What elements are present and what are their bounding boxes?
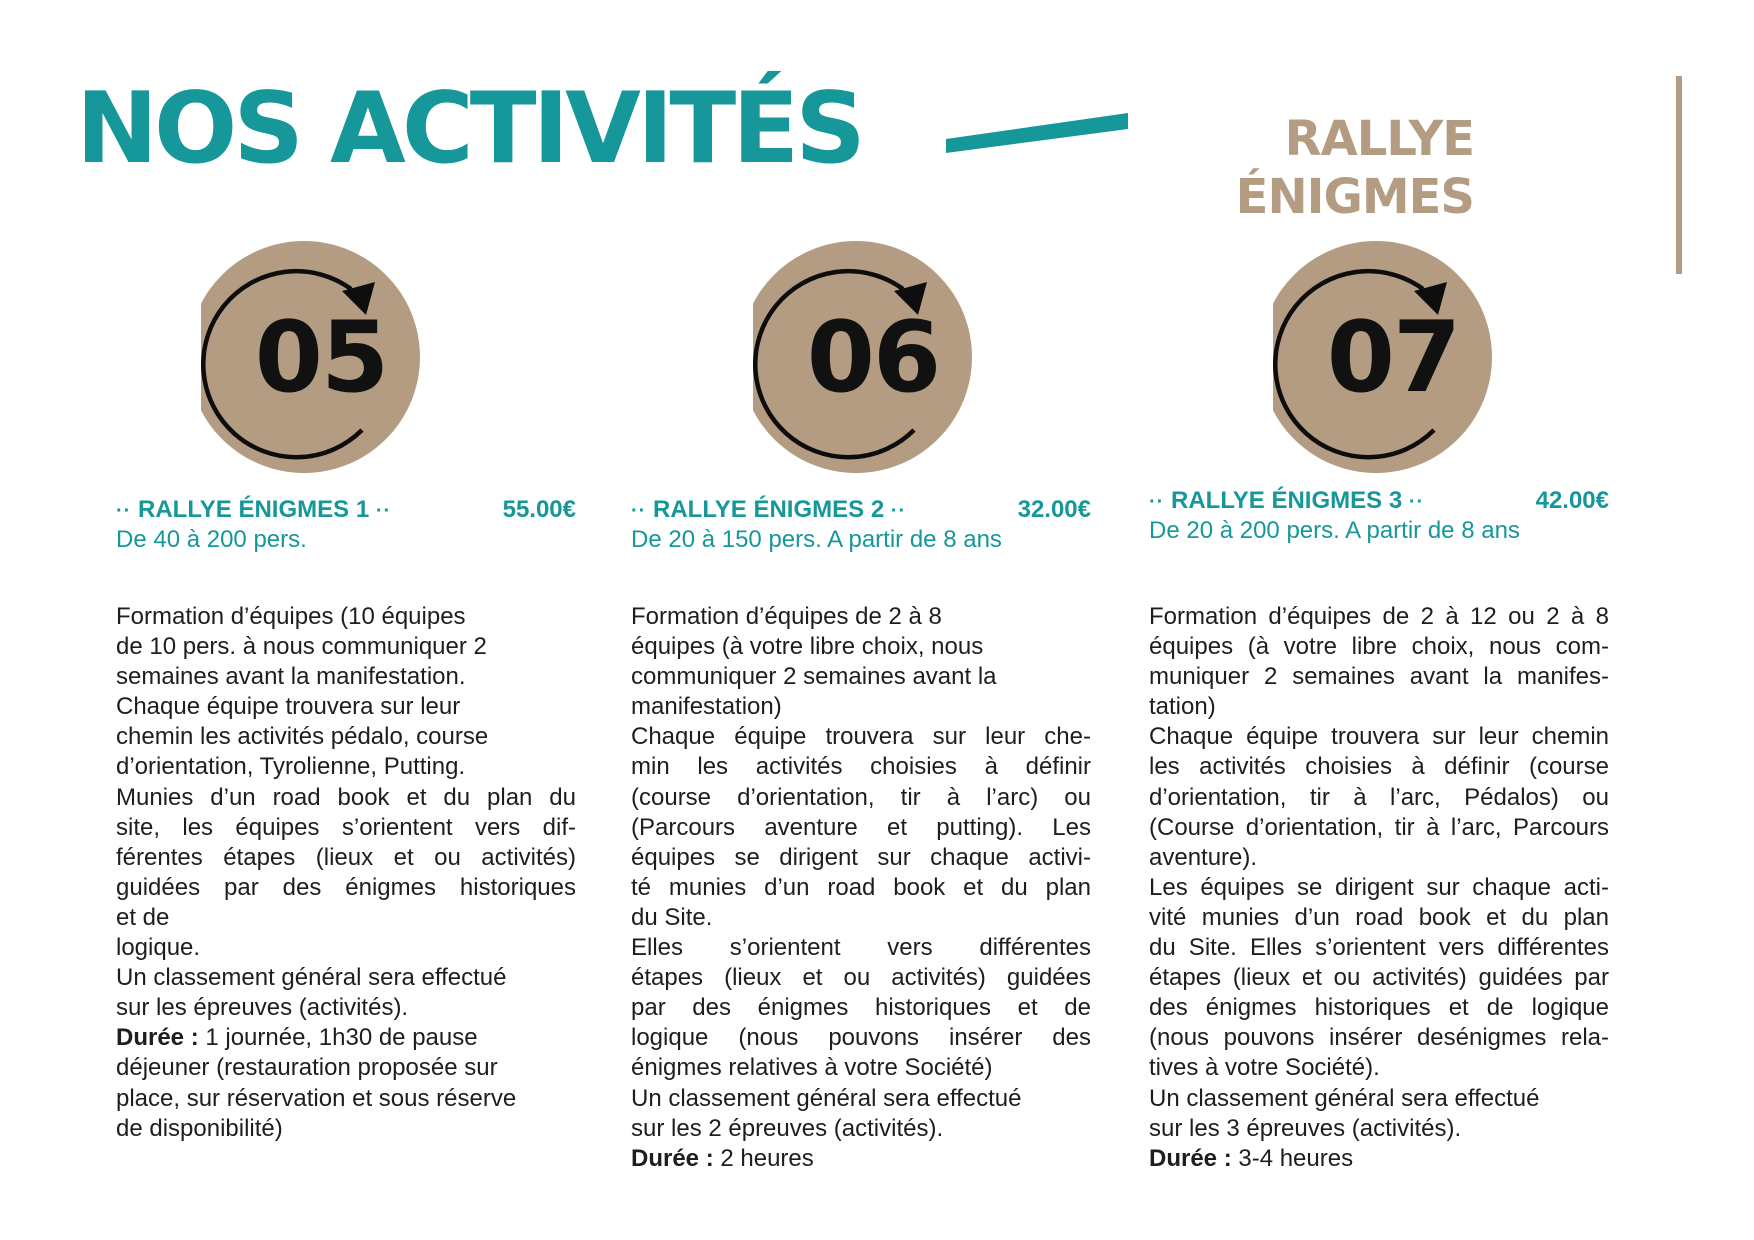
activity-number-badge (1273, 236, 1513, 476)
activity-number: 07 (1326, 301, 1460, 415)
activity-price: 42.00€ (1535, 487, 1609, 514)
title-dash (940, 95, 1135, 155)
activity-number-badge (753, 236, 993, 476)
activity-name: ·· RALLYE ÉNIGMES 3 ·· (1149, 487, 1425, 514)
activity-duration: Durée : 3-4 heures (1149, 1144, 1354, 1172)
section-tag (1236, 110, 1474, 226)
activity-description: Formation d’équipes (10 équipes de 10 pers. à nous communiquer 2 semaines avant la manifestation. Chaque équipe trouvera sur leur chemin les activités pédalo, course d’orientation, Tyrolienne, Putting. Munies d’un road book et du plan du site, les équipes s’orientent vers dif- férentes étapes (lieux et ou activités) guidées par des énigmes historiques et de logique. Un classement général sera effectué sur les épreuves (activités). Durée : 1 journée, 1h30 de pause déjeuner (restauration proposée sur place, sur réservation et sous réserve de disponibilité) (116, 603, 576, 1142)
activity-header (631, 496, 1091, 526)
activity-duration: Durée : 2 heures (631, 1144, 814, 1172)
activity-price: 32.00€ (1017, 496, 1091, 523)
section-tag-line-2: ÉNIGMES (1235, 169, 1474, 225)
activity-number: 05 (254, 301, 388, 415)
section-tag-line-1: RALLYE (1284, 111, 1474, 167)
activity-capacity: De 20 à 150 pers. A partir de 8 ans (631, 526, 1002, 553)
activity-description: Formation d’équipes de 2 à 8 équipes (à votre libre choix, nous communiquer 2 semaines avant la manifestation) Chaque équipe trouvera sur leur che- min les activités choisies à définir (course d’orientation, tir à l’arc) ou (Parcours aventure et putting). Les équipes se dirigent sur chaque activi- té munies d’un road book et du plan du Site. Elles s’orientent vers différentes étapes (lieux et ou activités) guidées par des énigmes historiques et de logique (nous pouvons insérer des énigmes relatives à votre Société) Un classement général sera effectué sur les 2 épreuves (activités). Durée : 2 heures (631, 602, 1091, 1174)
section-tag-bar (1676, 76, 1682, 274)
activity-number-badge (201, 236, 441, 476)
activity-number: 06 (806, 301, 940, 415)
activity-price: 55.00€ (502, 496, 576, 523)
activity-capacity: De 20 à 200 pers. A partir de 8 ans (1149, 517, 1520, 544)
activity-header (1149, 487, 1609, 517)
activity-header (116, 496, 576, 526)
page-title: NOS ACTIVITÉS (76, 72, 862, 186)
activity-name: ·· RALLYE ÉNIGMES 1 ·· (116, 496, 392, 523)
activity-name: ·· RALLYE ÉNIGMES 2 ·· (631, 496, 907, 523)
activity-capacity: De 40 à 200 pers. (116, 526, 307, 553)
activity-description: Formation d’équipes de 2 à 12 ou 2 à 8 équipes (à votre libre choix, nous com- muniquer 2 semaines avant la manifes- tation) Chaque équipe trouvera sur leur chemin les activités choisies à définir (course d’orientation, tir à l’arc, Pédalos) ou (Course d’orientation, tir à l’arc, Parcours aventure). Les équipes se dirigent sur chaque acti- vité munies d’un road book et du plan du Site. Elles s’orientent vers différentes étapes (lieux et ou activités) guidées par des énigmes historiques et de logique (nous pouvons insérer desénigmes rela- tives à votre Société). Un classement général sera effectué sur les 3 épreuves (activités). Durée : 3-4 heures (1149, 602, 1609, 1174)
activity-duration: Durée : 1 journée, 1h30 de pause (116, 1024, 478, 1052)
